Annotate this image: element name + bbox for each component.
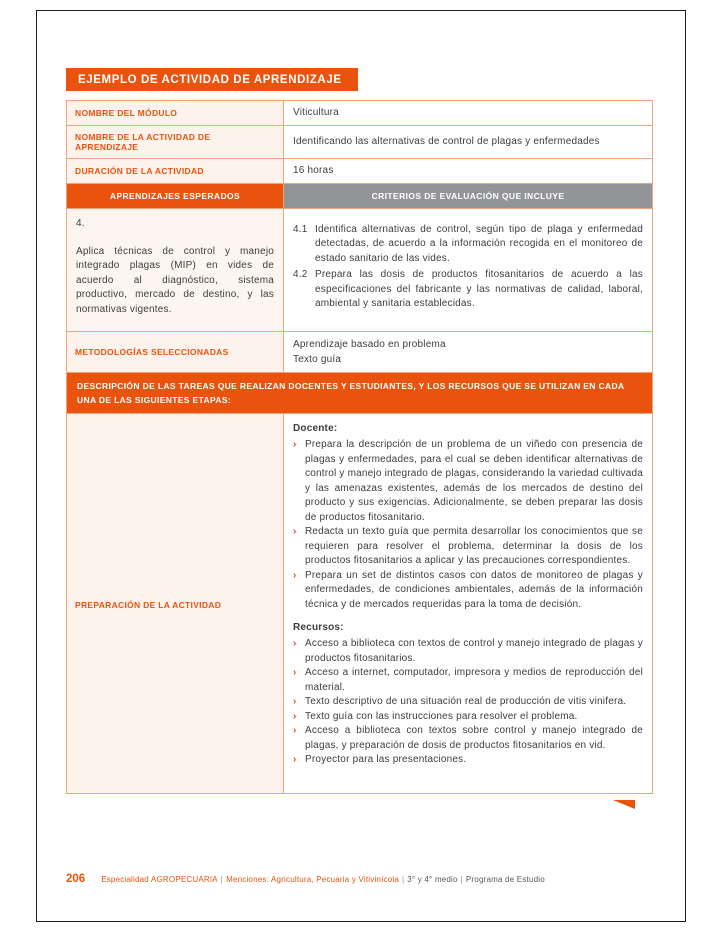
description-banner: DESCRIPCIÓN DE LAS TAREAS QUE REALIZAN DOCENTES Y ESTUDIANTES, Y LOS RECURSOS QUE SE UTILIZAN EN CADA UNA DE LAS SIGUIENTES ETAPAS: (67, 373, 653, 414)
criteria-text: Prepara las dosis de productos fitosanitarios de acuerdo a las especificaciones del fabricante y las normativas de calidad, laboral, ambiental y sanitaria establecidas. (315, 269, 643, 309)
bullet-icon: › (293, 569, 297, 581)
table-row-modulo (67, 101, 653, 126)
criteria-number: 4.2 (293, 269, 308, 280)
row-value-actividad: Identificando las alternativas de control de plagas y enfermedades (284, 126, 653, 159)
expected-learning-text: Aplica técnicas de control y manejo integrado plagas (MIP) en vides de acuerdo al diagnóstico, sistema productivo, mercado de destino, y las normativas vigentes. (76, 245, 274, 315)
criteria-item (293, 268, 643, 312)
list-item (293, 438, 643, 525)
footer-divider: | (401, 875, 405, 884)
description-banner-row (67, 373, 653, 414)
activity-table (66, 100, 653, 794)
table-continues-triangle-icon (613, 800, 635, 809)
footer-divider: | (460, 875, 463, 884)
footer-text (101, 875, 545, 884)
criteria-item (293, 223, 643, 267)
recursos-heading: Recursos: (293, 622, 344, 634)
criteria-number: 4.1 (293, 223, 308, 235)
list-item-text: Prepara un set de distintos casos con datos de monitoreo de plagas y enfermedades, de condiciones ambientales, además de la información técnica y de mercados requeridas para la toma de decisión. (305, 569, 643, 610)
list-item-text: Acceso a biblioteca con textos sobre control y manejo integrado de plagas, y preparación de dosis de productos fitosanitarios en vid. (305, 725, 643, 751)
bullet-icon: › (293, 725, 297, 737)
stage-content-cell (284, 414, 653, 794)
list-item (293, 666, 643, 695)
bullet-icon: › (293, 696, 297, 708)
list-item-text: Redacta un texto guía que permita desarrollar los conocimientos que se requieren para resolver el problema, determinar la dosis de los productos fitosanitarios a aplicar y las precauciones correspondientes. (305, 526, 643, 567)
docente-list (293, 438, 643, 612)
list-item (293, 525, 643, 569)
recursos-list (293, 637, 643, 768)
page-footer (66, 873, 653, 885)
list-item (293, 710, 643, 725)
list-item-text: Acceso a biblioteca con textos de control y manejo integrado de plagas y productos fitosanitarios. (305, 638, 643, 664)
evaluation-criteria-cell (284, 209, 653, 332)
row-value-modulo: Viticultura (284, 101, 653, 126)
bullet-icon: › (293, 638, 297, 650)
list-item-text: Acceso a internet, computador, impresora y medios de reproducción del material. (305, 667, 643, 693)
footer-specialty: Especialidad AGROPECUARIA (101, 875, 218, 884)
list-item-text: Prepara la descripción de un problema de un viñedo con presencia de plagas y enfermedades, para el cual se deben identificar alternativas de control y manejo integrado de plagas, considerando la variedad cultivada y las amenazas existentes, además de los mercados de destino del producto y sus exigencias. Adicionalmente, se deben preparar las dosis de productos fitosanitario. (305, 439, 643, 523)
bullet-icon: › (293, 439, 297, 451)
footer-grade: 3° y 4° medio (407, 875, 458, 884)
table-header-row (67, 184, 653, 209)
row-label-modulo: NOMBRE DEL MÓDULO (67, 101, 284, 126)
docente-heading: Docente: (293, 423, 338, 435)
bullet-icon: › (293, 754, 297, 766)
methodology-line: Texto guía (293, 354, 342, 365)
bullet-icon: › (293, 710, 297, 722)
expected-learning-number: 4. (76, 218, 85, 229)
expected-learning-cell (67, 209, 284, 332)
list-item-text: Proyector para las presentaciones. (305, 754, 467, 766)
expected-learning-header: APRENDIZAJES ESPERADOS (67, 184, 284, 209)
table-row-metodologias (67, 332, 653, 373)
page-number: 206 (66, 873, 86, 885)
bullet-icon: › (293, 526, 297, 538)
row-label-duracion: DURACIÓN DE LA ACTIVIDAD (67, 159, 284, 184)
row-value-duracion: 16 horas (284, 159, 653, 184)
row-label-metodologias: METODOLOGÍAS SELECCIONADAS (67, 332, 284, 373)
footer-program: Programa de Estudio (465, 875, 545, 884)
table-row-preparacion (67, 414, 653, 794)
page-title: EJEMPLO DE ACTIVIDAD DE APRENDIZAJE (66, 68, 358, 91)
table-row-actividad (67, 126, 653, 159)
bullet-icon: › (293, 667, 297, 679)
stage-label: PREPARACIÓN DE LA ACTIVIDAD (67, 414, 284, 794)
footer-divider: | (220, 875, 224, 884)
list-item (293, 695, 643, 710)
criteria-text: Identifica alternativas de control, según tipo de plaga y enfermedad detectadas, de acuerdo a la información recogida en el monitoreo de estado sanitario de las vides. (315, 223, 643, 264)
methodology-line: Aprendizaje basado en problema (293, 339, 446, 350)
row-label-actividad: NOMBRE DE LA ACTIVIDAD DE APRENDIZAJE (67, 126, 284, 159)
list-item-text: Texto guía con las instrucciones para resolver el problema. (305, 710, 578, 722)
list-item (293, 569, 643, 613)
list-item (293, 724, 643, 753)
list-item (293, 753, 643, 768)
page-content (66, 68, 653, 809)
table-row-duracion (67, 159, 653, 184)
footer-mentions: Menciones: Agricultura, Pecuaria y Vitivinícola (226, 875, 399, 884)
table-row-expected-criteria (67, 209, 653, 332)
list-item (293, 637, 643, 666)
evaluation-criteria-header: CRITERIOS DE EVALUACIÓN QUE INCLUYE (284, 184, 653, 209)
row-value-metodologias (284, 332, 653, 373)
list-item-text: Texto descriptivo de una situación real de producción de vitis vinifera. (305, 696, 627, 708)
